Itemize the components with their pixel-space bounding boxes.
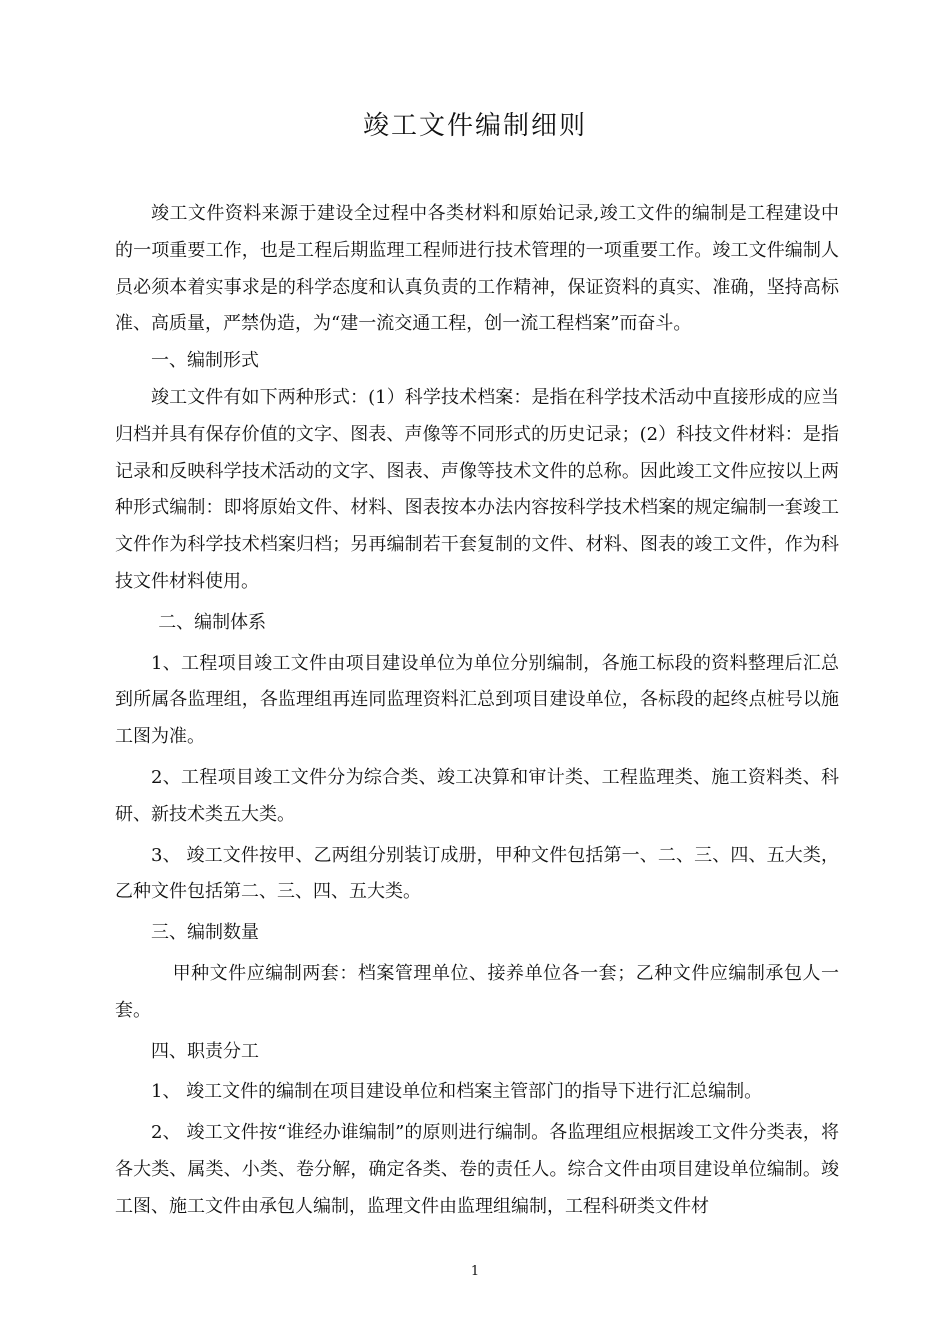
page-title: 竣工文件编制细则 <box>362 111 587 141</box>
section-heading-form: 一、编制形式 <box>151 350 259 372</box>
list-item: 2、工程项目竣工文件分为综合类、竣工决算和审计类、工程监理类、施工资料类、科研、新技术类五大类。 <box>115 766 839 825</box>
list-item: 3、 竣工文件按甲、乙两组分别装订成册，甲种文件包括第一、二、三、四、五大类，乙种文件包括第二、三、四、五大类。 <box>115 844 839 903</box>
section-paragraph-form: 竣工文件有如下两种形式：(1）科学技术档案：是指在科学技术活动中直接形成的应当归档并具有保存价值的文字、图表、声像等不同形式的历史记录；(2）科技文件材料：是指记录和反映科学技术活动的文字、图表、声像等技术文件的总称。因此竣工文件应按以上两种形式编制：即将原始文件、材料、图表按本办法内容按科学技术档案的规定编制一套竣工文件作为科学技术档案归档；另再编制若干套复制的文件、材料、图表的竣工文件，作为科技文件材料使用。 <box>115 386 839 592</box>
list-item: 1、工程项目竣工文件由项目建设单位为单位分别编制，各施工标段的资料整理后汇总到所属各监理组，各监理组再连同监理资料汇总到项目建设单位，各标段的起终点桩号以施工图为准。 <box>115 652 839 748</box>
section-heading-quantity: 三、编制数量 <box>151 922 259 944</box>
page-number: 1 <box>470 1264 480 1279</box>
section-heading-system: 二、编制体系 <box>158 611 267 633</box>
list-item: 1、 竣工文件的编制在项目建设单位和档案主管部门的指导下进行汇总编制。 <box>151 1081 763 1103</box>
intro-paragraph: 竣工文件资料来源于建设全过程中各类材料和原始记录,竣工文件的编制是工程建设中的一项重要工作，也是工程后期监理工程师进行技术管理的一项重要工作。竣工文件编制人员必须本着实事求是的科学态度和认真负责的工作精神，保证资料的真实、准确，坚持高标准、高质量，严禁伪造，为“建一流交通工程，创一流工程档案”而奋斗。 <box>115 203 839 335</box>
section-heading-duties: 四、职责分工 <box>151 1040 259 1062</box>
list-item: 2、 竣工文件按“谁经办谁编制”的原则进行编制。各监理组应根据竣工文件分类表，将各大类、属类、小类、卷分解，确定各类、卷的责任人。综合文件由项目建设单位编制。竣工图、施工文件由承包人编制，监理文件由监理组编制，工程科研类文件材 <box>115 1122 839 1217</box>
document-body <box>115 196 839 1226</box>
section-paragraph-quantity: 甲种文件应编制两套：档案管理单位、接养单位各一套；乙种文件应编制承包人一套。 <box>115 962 839 1021</box>
